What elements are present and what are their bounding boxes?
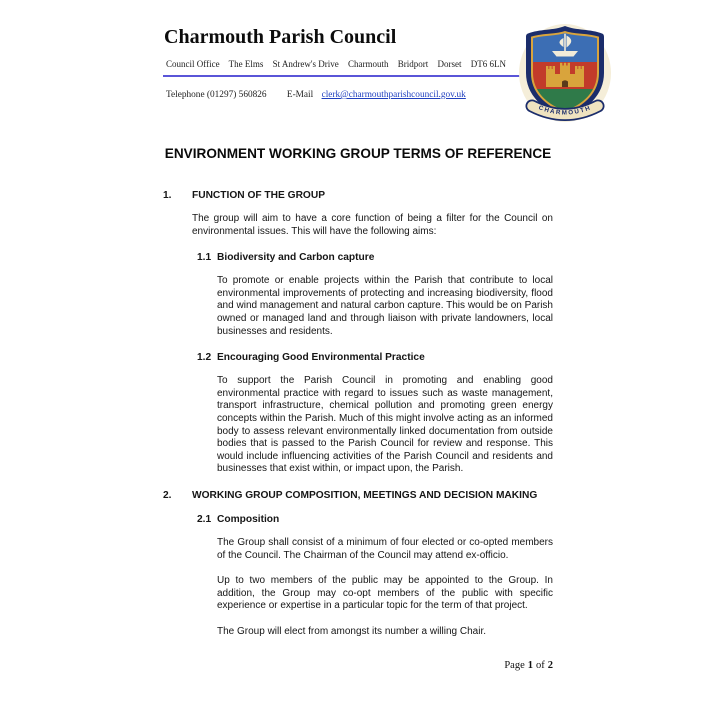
email-link[interactable]: clerk@charmouthparishcouncil.gov.uk xyxy=(321,90,466,100)
subsection-paragraph: To promote or enable projects within the Parish that contribute to local environmental improvements of protecting and increasing biodiversity, flood and wind management and natural carbon capture. This would be on Parish owned or managed land and through liaison with private landowners, local businesses and residents. xyxy=(217,275,553,337)
section-heading xyxy=(163,489,553,502)
charmouth-crest xyxy=(517,21,613,123)
section-2 xyxy=(163,489,553,639)
section-number: 2. xyxy=(163,489,172,501)
subsection-paragraph: Up to two members of the public may be appointed to the Group. In addition, the Group may co-opt members of the public with specific experience or expertise in a particular topic for the term of that project. xyxy=(217,575,553,612)
subsection-number: 2.1 xyxy=(197,513,212,525)
address-part: Dorset xyxy=(437,59,462,69)
section-intro-paragraph: The group will aim to have a core function of being a filter for the Council on environmental issues. This will have the following aims: xyxy=(192,213,553,237)
subsection-heading-text: Biodiversity and Carbon capture xyxy=(217,252,375,264)
subsection-heading-text: Encouraging Good Environmental Practice xyxy=(217,352,425,364)
banner-text: CHARMOUTH xyxy=(537,104,593,117)
subsection-number: 1.1 xyxy=(197,252,212,264)
page-label: Page xyxy=(504,660,525,671)
address-part: Bridport xyxy=(397,59,429,69)
address-line xyxy=(166,59,506,69)
subsection-heading xyxy=(197,513,553,526)
subsection-paragraph: The Group will elect from amongst its number a willing Chair. xyxy=(217,625,486,637)
address-part: Council Office xyxy=(166,59,220,69)
subsection-heading xyxy=(197,351,553,364)
address-part: Charmouth xyxy=(348,59,389,69)
crest-svg xyxy=(517,21,613,123)
subsection-paragraph: The Group shall consist of a minimum of four elected or co-opted members of the Council. The Chairman of the Council may attend ex-officio. xyxy=(217,536,553,561)
page-number: 1 xyxy=(527,660,533,671)
document-body xyxy=(163,146,553,651)
of-label: of xyxy=(536,660,545,671)
subsection-number: 1.2 xyxy=(197,352,212,364)
section-heading-text: FUNCTION OF THE GROUP xyxy=(192,190,325,201)
castle-gate xyxy=(562,80,568,87)
total-pages: 2 xyxy=(547,660,553,671)
subsection-paragraph: To support the Parish Council in promoting and enabling good environmental practice with regard to issues such as waste management, transport infrastructure, chemical pollution and promoting green energy concepts within the Parish. Much of this might involve acting as an informed body to assess relevant environmentally linked documentation from outside bodies that is passed to the Parish Council for review and response. This would include influencing activities of the Parish Council and residents and businesses that exist within, or impact upon, the Parish. xyxy=(217,375,553,475)
subsection-heading xyxy=(197,251,553,264)
section-heading-text: WORKING GROUP COMPOSITION, MEETINGS AND DECISION MAKING xyxy=(192,489,538,501)
address-part: DT6 6LN xyxy=(470,59,507,69)
document-title: ENVIRONMENT WORKING GROUP TERMS OF REFERENCE xyxy=(164,146,552,161)
section-number: 1. xyxy=(163,190,172,201)
section-heading xyxy=(163,189,553,202)
header-divider-rule xyxy=(163,75,520,77)
address-part: The Elms xyxy=(228,59,264,69)
subsection-heading-text: Composition xyxy=(217,513,280,525)
page-footer xyxy=(504,660,553,671)
address-part: St Andrew's Drive xyxy=(272,59,339,69)
telephone-number: Telephone (01297) 560826 xyxy=(166,90,267,100)
section-1 xyxy=(163,189,553,476)
contact-line xyxy=(166,90,466,100)
organisation-name: Charmouth Parish Council xyxy=(164,26,397,48)
email-label: E-Mail xyxy=(286,90,314,100)
